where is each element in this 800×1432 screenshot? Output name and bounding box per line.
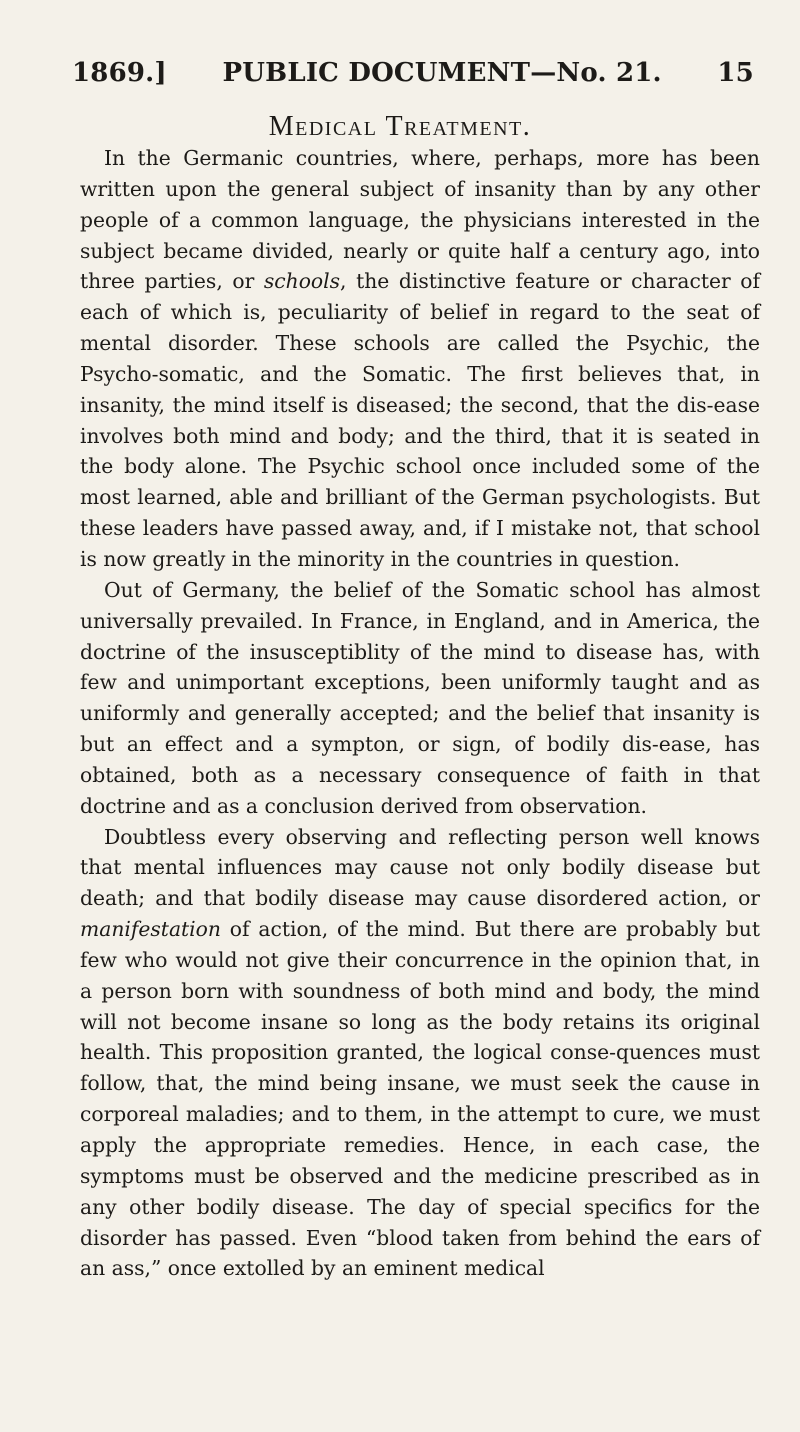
header-year: 1869.] [72, 58, 167, 88]
page-number: 15 [717, 58, 754, 88]
paragraph-1 [80, 143, 760, 575]
body-text [80, 143, 760, 1284]
running-header [72, 58, 754, 88]
header-title: PUBLIC DOCUMENT—No. 21. [222, 58, 662, 88]
text-segment: In the Germanic countries, where, perhaps, more has been written upon the general subject of insanity than by any other people of a common language, the physicians interested in the subject became divided, nearly or quite half a century ago, into three parties, or [80, 146, 760, 294]
text-segment: , the distinctive feature or character of each of which is, peculiarity of belief in regard to the seat of mental disorder. These schools are called the Psychic, the Psycho-somatic, and the Somatic. The first believes that, in insanity, the mind itself is diseased; the second, that the dis-ease involves both mind and body; and the third, that it is seated in the body alone. The Psychic school once included some of the most learned, able and brilliant of the German psychologists. But these leaders have passed away, and, if I mistake not, that school is now greatly in the minority in the countries in question. [80, 269, 760, 571]
italic-term-schools: schools [263, 269, 341, 294]
text-segment: Out of Germany, the belief of the Somatic school has almost universally prevailed. In France, in England, and in America, the doctrine of the insusceptiblity of the mind to disease has, with few and unimportant exceptions, been uniformly taught and as uniformly and generally accepted; and the belief that insanity is but an effect and a sympton, or sign, of bodily dis-ease, has obtained, both as a necessary consequence of faith in that doctrine and as a conclusion derived from observation. [80, 577, 760, 818]
section-heading: Medical Treatment. [268, 111, 532, 142]
italic-term-manifestation: manifestation [80, 917, 221, 942]
paragraph-3 [80, 822, 760, 1285]
paragraph-2 [80, 575, 760, 822]
text-segment: of action, of the mind. But there are probably but few who would not give their concurrence in the opinion that, in a person born with soundness of both mind and body, the mind will not become insane so long as the body retains its original health. This proposition granted, the logical conse-quences must follow, that, the mind being insane, we must seek the cause in corporeal maladies; and to them, in the attempt to cure, we must apply the appropriate remedies. Hence, in each case, the symptoms must be observed and the medicine prescribed as in any other bodily disease. The day of special specifics for the disorder has passed. Even “blood taken from behind the ears of an ass,” once extolled by an eminent medical [80, 917, 760, 1281]
text-segment: Doubtless every observing and reflecting person well knows that mental influences may cause not only bodily disease but death; and that bodily disease may cause disordered action, or [80, 824, 760, 911]
